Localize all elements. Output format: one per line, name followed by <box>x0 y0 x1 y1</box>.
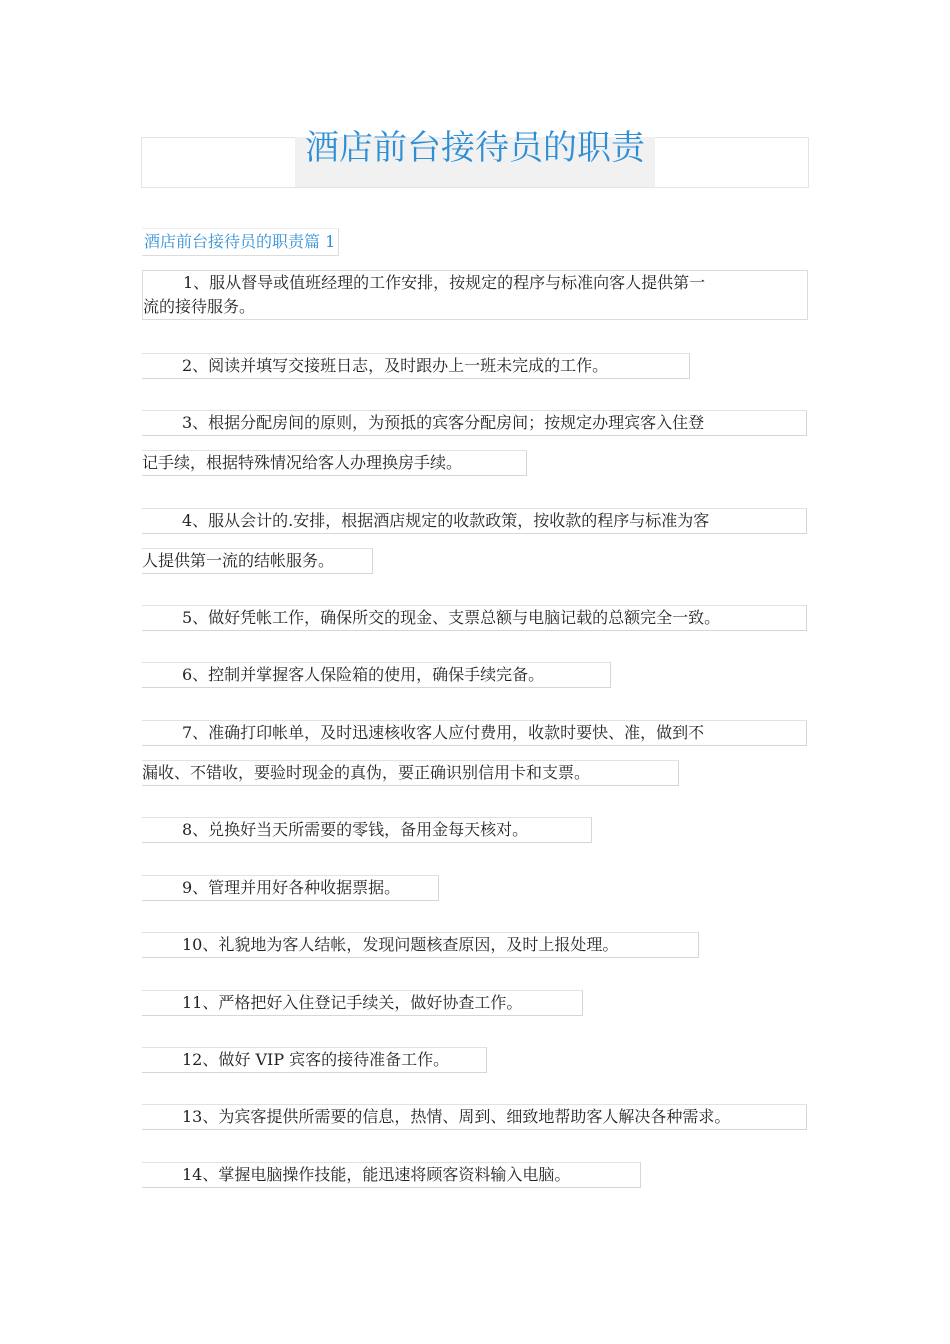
duty-item-3-line2: 记手续，根据特殊情况给客人办理换房手续。 <box>142 450 527 476</box>
page-title: 酒店前台接待员的职责 <box>305 128 645 168</box>
duty-item-5-line1: 5、做好凭帐工作，确保所交的现金、支票总额与电脑记载的总额完全一致。 <box>142 605 807 631</box>
duty-item-10-line1: 10、礼貌地为客人结帐，发现问题核查原因，及时上报处理。 <box>142 932 699 958</box>
duty-item-7-line2: 漏收、不错收，要验时现金的真伪，要正确识别信用卡和支票。 <box>142 760 679 786</box>
duty-item-13-line1: 13、为宾客提供所需要的信息，热情、周到、细致地帮助客人解决各种需求。 <box>142 1104 807 1130</box>
duty-item-6-line1: 6、控制并掌握客人保险箱的使用，确保手续完备。 <box>142 662 611 688</box>
duty-item-2-line1: 2、阅读并填写交接班日志，及时跟办上一班未完成的工作。 <box>142 353 690 379</box>
duty-item-1-line1: 1、服从督导或值班经理的工作安排，按规定的程序与标准向客人提供第一 <box>183 273 706 292</box>
duty-item-7-line1: 7、准确打印帐单，及时迅速核收客人应付费用，收款时要快、准，做到不 <box>142 720 807 746</box>
duty-item-8-line1: 8、兑换好当天所需要的零钱，备用金每天核对。 <box>142 817 592 843</box>
duty-item-14-line1: 14、掌握电脑操作技能，能迅速将顾客资料输入电脑。 <box>142 1162 641 1188</box>
duty-item-12-line1: 12、做好 VIP 宾客的接待准备工作。 <box>142 1047 487 1073</box>
duty-item-1 <box>142 270 808 320</box>
duty-item-3-line1: 3、根据分配房间的原则，为预抵的宾客分配房间；按规定办理宾客入住登 <box>142 410 807 436</box>
duty-item-11-line1: 11、严格把好入住登记手续关，做好协查工作。 <box>142 990 583 1016</box>
duty-item-1-line2: 流的接待服务。 <box>143 297 256 316</box>
section-heading: 酒店前台接待员的职责篇 1 <box>142 228 339 256</box>
duty-item-4-line2: 人提供第一流的结帐服务。 <box>142 548 373 574</box>
duty-item-4-line1: 4、服从会计的.安排，根据酒店规定的收款政策，按收款的程序与标准为客 <box>142 508 807 534</box>
duty-item-9-line1: 9、管理并用好各种收据票据。 <box>142 875 439 901</box>
